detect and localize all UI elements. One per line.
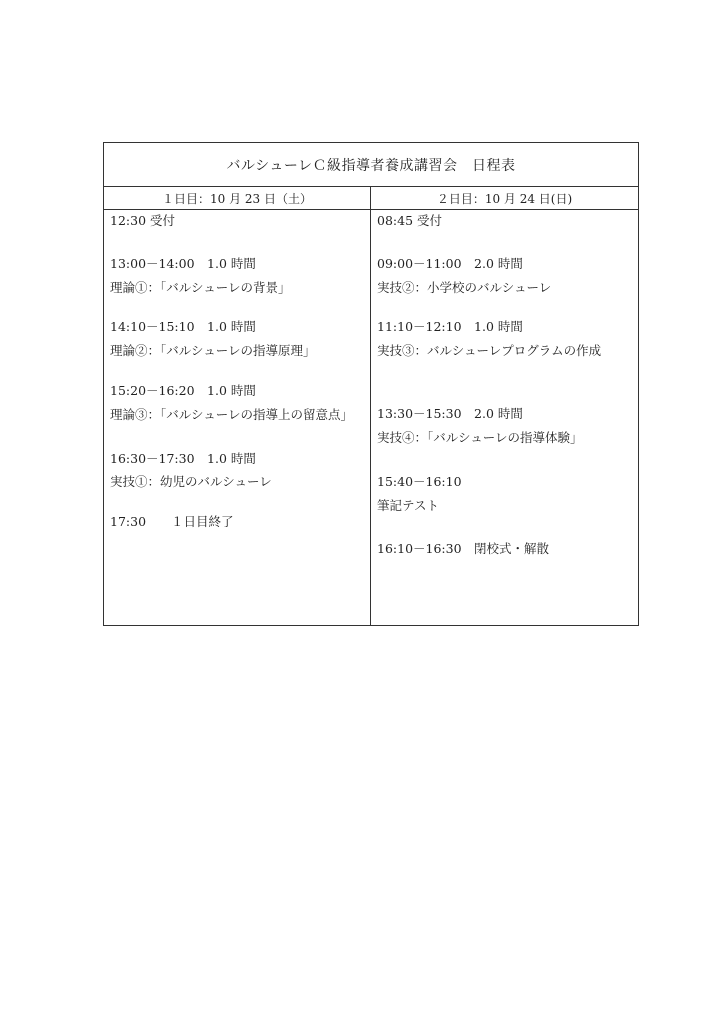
day1-line: 17:30 １日目終了	[110, 514, 234, 529]
day1-line: 13:00－14:00 1.0 時間	[110, 256, 256, 271]
day2-line: 実技③：バルシューレプログラムの作成	[377, 343, 602, 358]
day1-header: １日目：10 月 23 日（土）	[104, 187, 371, 209]
day1-line: 12:30 受付	[110, 213, 175, 228]
day2-line: 09:00－11:00 2.0 時間	[377, 256, 523, 271]
day1-line: 15:20－16:20 1.0 時間	[110, 383, 256, 398]
day1-line: 理論③：「バルシューレの指導上の留意点」	[110, 407, 353, 422]
day1-line: 実技①：幼児のバルシューレ	[110, 474, 272, 489]
day2-line: 筆記テスト	[377, 498, 440, 513]
day2-column	[371, 210, 638, 625]
day2-line: 08:45 受付	[377, 213, 442, 228]
day2-line: 16:10－16:30 閉校式・解散	[377, 541, 550, 556]
day2-line: 15:40－16:10	[377, 474, 462, 489]
day2-header: ２日目：10 月 24 日(日)	[436, 191, 573, 206]
day1-line: 理論②：「バルシューレの指導原理」	[110, 343, 316, 358]
schedule-table	[103, 142, 639, 626]
day2-line: 13:30－15:30 2.0 時間	[377, 406, 523, 421]
day1-column	[104, 210, 371, 625]
schedule-title: バルシューレＣ級指導者養成講習会 日程表	[104, 143, 638, 187]
table-header-row	[104, 187, 638, 210]
day1-line: 16:30－17:30 1.0 時間	[110, 451, 256, 466]
day2-line: 実技②：小学校のバルシューレ	[377, 280, 552, 295]
day2-line: 11:10－12:10 1.0 時間	[377, 319, 523, 334]
day2-line: 実技④：「バルシューレの指導体験」	[377, 430, 583, 445]
day1-line: 14:10－15:10 1.0 時間	[110, 319, 256, 334]
table-body-row	[104, 210, 638, 625]
day1-line: 理論①：「バルシューレの背景」	[110, 280, 291, 295]
